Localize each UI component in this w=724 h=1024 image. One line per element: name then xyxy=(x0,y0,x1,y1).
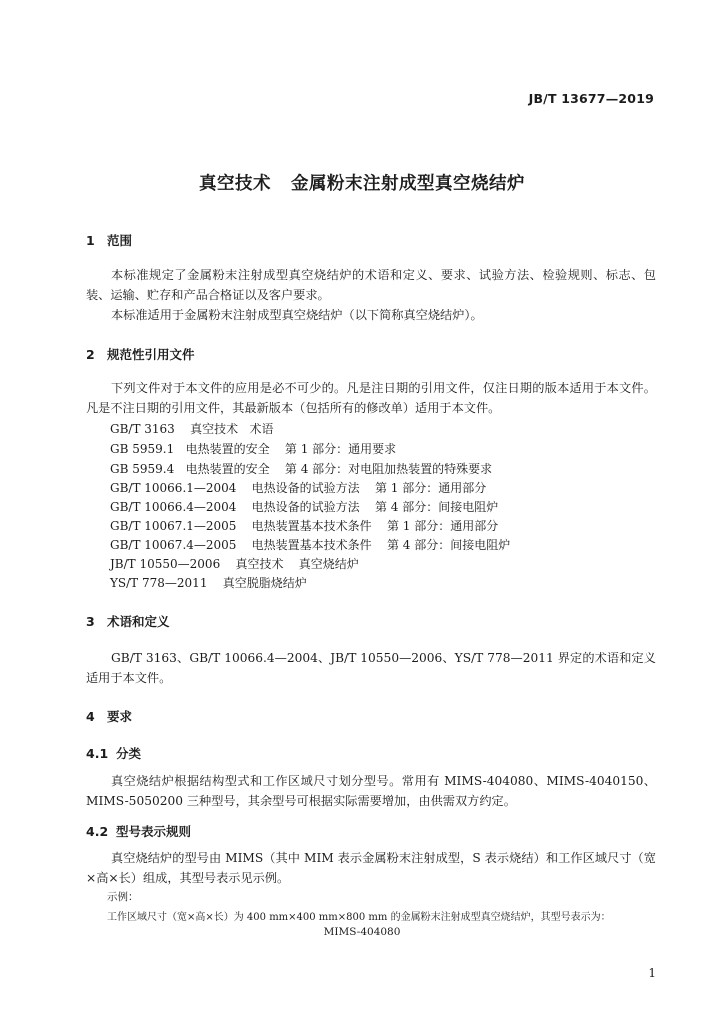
subsection-4-2-heading: 4.2 型号表示规则 xyxy=(86,824,192,839)
title-part1: 真空技术 xyxy=(199,174,271,194)
subsection-4-1-paragraph: 真空烧结炉根据结构型式和工作区域尺寸划分型号。常用有 MIMS-404080、MIMS-4040150、MIMS-5050200 三种型号，其余型号可根据实际需要增加，由供需双方约定。 xyxy=(86,774,656,808)
example-label: 示例： xyxy=(107,891,139,903)
section-3-heading: 3 术语和定义 xyxy=(86,614,170,629)
section-1-paragraph-1: 本标准规定了金属粉末注射成型真空烧结炉的术语和定义、要求、试验方法、检验规则、标志、包装、运输、贮存和产品合格证以及客户要求。 xyxy=(86,268,656,302)
reference-item: GB/T 10067.4—2005 电热装置基本技术条件 第 4 部分：间接电阻炉 xyxy=(110,538,511,552)
reference-item: GB/T 10066.4—2004 电热设备的试验方法 第 4 部分：间接电阻炉 xyxy=(110,500,499,514)
standard-number: JB/T 13677—2019 xyxy=(528,91,654,106)
reference-item: GB/T 10067.1—2005 电热装置基本技术条件 第 1 部分：通用部分 xyxy=(110,519,499,533)
example-model: MIMS-404080 xyxy=(323,926,401,938)
example-text: 工作区域尺寸（宽×高×长）为 400 mm×400 mm×800 mm 的金属粉末注射成型真空烧结炉，其型号表示为： xyxy=(107,912,611,923)
subsection-4-1-heading: 4.1 分类 xyxy=(86,746,142,761)
section-3-paragraph-1: GB/T 3163、GB/T 10066.4—2004、JB/T 10550—2006、YS/T 778—2011 界定的术语和定义适用于本文件。 xyxy=(86,651,656,685)
section-2-heading: 2 规范性引用文件 xyxy=(86,347,195,362)
reference-item: YS/T 778—2011 真空脱脂烧结炉 xyxy=(110,576,307,590)
section-2-paragraph-1: 下列文件对于本文件的应用是必不可少的。凡是注日期的引用文件，仅注日期的版本适用于本文件。凡是不注日期的引用文件，其最新版本（包括所有的修改单）适用于本文件。 xyxy=(86,381,656,415)
reference-item: GB/T 10066.1—2004 电热设备的试验方法 第 1 部分：通用部分 xyxy=(110,481,487,495)
subsection-4-2-paragraph: 真空烧结炉的型号由 MIMS（其中 MIM 表示金属粉末注射成型，S 表示烧结）和工作区域尺寸（宽×高×长）组成，其型号表示见示例。 xyxy=(86,851,656,885)
title-part2: 金属粉末注射成型真空烧结炉 xyxy=(291,174,525,194)
section-1-paragraph-2: 本标准适用于金属粉末注射成型真空烧结炉（以下简称真空烧结炉）。 xyxy=(111,308,483,322)
page-number: 1 xyxy=(648,966,656,980)
document-title xyxy=(0,170,724,195)
reference-item: GB/T 3163 真空技术 术语 xyxy=(110,422,274,436)
reference-item: JB/T 10550—2006 真空技术 真空烧结炉 xyxy=(110,557,359,571)
section-4-heading: 4 要求 xyxy=(86,709,133,724)
reference-item: GB 5959.1 电热装置的安全 第 1 部分：通用要求 xyxy=(110,442,397,456)
reference-item: GB 5959.4 电热装置的安全 第 4 部分：对电阻加热装置的特殊要求 xyxy=(110,462,493,476)
section-1-heading: 1 范围 xyxy=(86,233,133,248)
